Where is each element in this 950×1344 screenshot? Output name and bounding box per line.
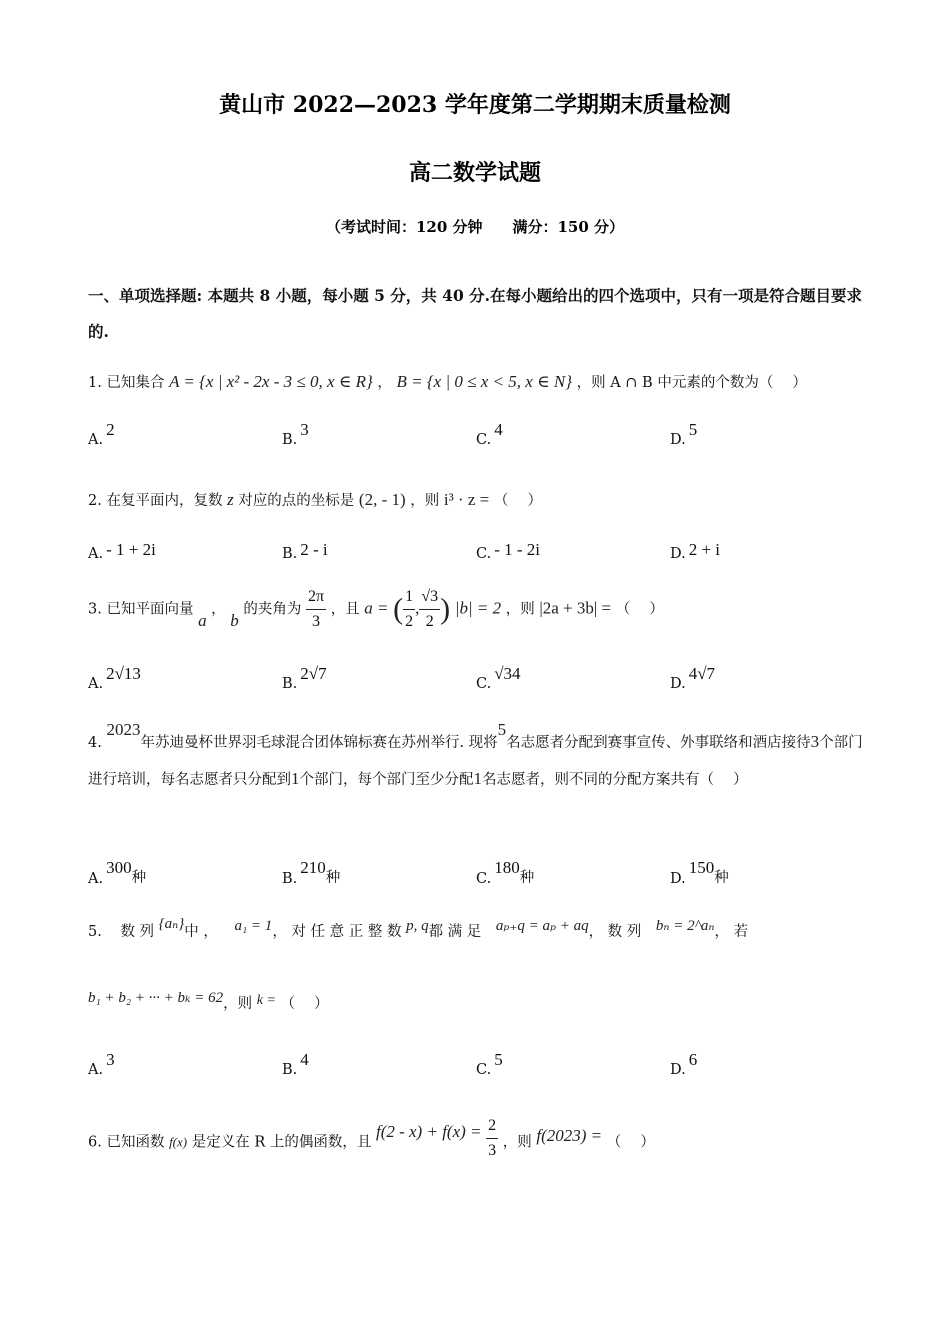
q5-end: （ ） <box>280 996 329 1012</box>
question-5-line-2 <box>88 992 868 1017</box>
q1-option-a[interactable] <box>88 420 115 448</box>
q3-sep: ， <box>211 601 226 618</box>
option-label: D. <box>670 676 686 692</box>
q3-angle-fraction <box>306 585 326 634</box>
q2-middle: 对应的点的坐标是 <box>238 493 355 509</box>
q4-option-b[interactable] <box>282 858 341 887</box>
q5-word-2: 中 ， <box>184 924 218 940</box>
q6-middle: 是定义在 R 上的偶函数，且 <box>191 1134 372 1151</box>
q5-word-1: 数 列 <box>120 924 155 940</box>
q2-suffix: ，则 <box>410 493 440 509</box>
q2-point: (2, - 1) <box>358 490 406 509</box>
option-value: 180 <box>494 858 520 877</box>
option-value: 4√7 <box>688 664 716 683</box>
q3-and: ，且 <box>330 601 360 618</box>
fraction-denominator: 2 <box>425 613 434 630</box>
q4-number: 4. <box>88 735 102 751</box>
q4-option-c[interactable] <box>476 858 535 887</box>
option-value: - 1 + 2i <box>106 540 156 559</box>
q3-ax-fraction <box>403 585 415 634</box>
q5-sum: b₁ + b₂ + ··· + bₖ = 62 <box>88 990 224 1006</box>
option-label: A. <box>88 871 104 887</box>
option-value: 3 <box>300 420 309 439</box>
q2-option-c[interactable] <box>476 542 540 562</box>
option-value: 2 + i <box>688 540 721 559</box>
q4-text-5: 名志愿者，则不同的分配方案共有（ ） <box>482 772 748 788</box>
option-value: 2 - i <box>300 540 328 559</box>
section-heading: 一、单项选择题: 本题共 8 小题，每小题 5 分，共 40 分.在每小题给出的四个选项中，只有一项是符合题目要求的. <box>88 286 863 341</box>
option-value: √34 <box>494 664 521 683</box>
option-value: 4 <box>300 1050 309 1069</box>
q3-option-a[interactable] <box>88 664 141 692</box>
q2-end: （ ） <box>493 493 542 509</box>
q4-year: 2023 <box>106 720 141 739</box>
q5-relation: aₚ₊q = aₚ + aq <box>495 918 589 934</box>
q6-end: （ ） <box>606 1134 655 1151</box>
option-unit: 种 <box>325 870 341 886</box>
fraction-denominator: 3 <box>488 1142 497 1159</box>
q5-option-d[interactable] <box>670 1050 698 1078</box>
option-value: 6 <box>688 1050 698 1069</box>
option-label: A. <box>88 432 104 448</box>
fraction-numerator: 2 <box>486 1114 498 1139</box>
option-value: 2√13 <box>106 664 141 683</box>
option-label: D. <box>670 1062 686 1078</box>
q1-separator: ， <box>377 375 392 391</box>
option-label: B. <box>282 432 298 448</box>
option-label: B. <box>282 676 298 692</box>
option-unit: 种 <box>131 870 147 886</box>
q1-set-b: B = {x | 0 ≤ x < 5, x ∈ N} <box>396 372 572 391</box>
q5-word-4: 都 满 足 <box>428 924 482 940</box>
q4-n1b: 1 <box>473 769 482 788</box>
fraction-numerator: 1 <box>403 585 415 610</box>
option-label: C. <box>476 1062 492 1078</box>
q6-equation: f(2 - x) + f(x) = <box>375 1121 482 1141</box>
q4-n3: 3 <box>810 732 820 751</box>
q5-word-6: ， 若 <box>714 924 749 940</box>
option-value: 5 <box>688 420 698 439</box>
question-2 <box>88 488 868 513</box>
q6-fx: f(x) <box>169 1134 188 1150</box>
q4-text-4: 个部门，每个部门至少分配 <box>299 772 474 788</box>
q2-prefix: 2. 在复平面内，复数 <box>88 493 223 509</box>
option-label: B. <box>282 546 298 562</box>
option-label: B. <box>282 1062 298 1078</box>
right-paren: ) <box>440 592 451 626</box>
exam-title: 黄山市 2022—2023 学年度第二学期期末质量检测 <box>219 92 731 118</box>
q4-text-3: 个部门进行培训，每名志愿者只分配到 <box>88 735 863 788</box>
q4-option-a[interactable] <box>88 858 147 887</box>
q3-option-c[interactable] <box>476 664 521 692</box>
q4-text-2: 名志愿者分配到赛事宣传、外事联络和酒店接待 <box>506 735 811 751</box>
q1-option-b[interactable] <box>282 420 309 448</box>
option-label: D. <box>670 871 686 887</box>
q3-angle-text: 的夹角为 <box>243 601 302 618</box>
q5-then: ，则 <box>223 996 253 1012</box>
q2-option-a[interactable] <box>88 542 156 562</box>
q4-n1a: 1 <box>291 769 300 788</box>
q5-k: k = <box>256 993 276 1008</box>
q3-a-vector-label: a = <box>364 598 389 618</box>
q1-option-d[interactable] <box>670 420 698 448</box>
option-label: A. <box>88 546 104 562</box>
q6-ask: f(2023) = <box>536 1125 603 1145</box>
q5-bn: bₙ = 2^aₙ <box>655 918 715 934</box>
option-unit: 种 <box>519 870 535 886</box>
q2-option-d[interactable] <box>670 542 720 562</box>
fraction-denominator: 3 <box>312 613 321 630</box>
q5-option-a[interactable] <box>88 1050 115 1078</box>
q3-prefix: 3. 已知平面向量 <box>88 601 194 618</box>
option-label: B. <box>282 871 298 887</box>
question-5 <box>88 916 868 944</box>
fraction-numerator: √3 <box>419 585 440 610</box>
q1-option-c[interactable] <box>476 420 503 448</box>
q4-n5: 5 <box>497 720 507 739</box>
q4-option-d[interactable] <box>670 858 729 887</box>
q3-then: ，则 <box>505 601 535 618</box>
q3-b-norm: |b| = 2 <box>454 598 502 618</box>
q6-then: ，则 <box>502 1134 532 1151</box>
q5-number: 5. <box>88 924 102 940</box>
q3-option-b[interactable] <box>282 664 327 692</box>
q4-text-1: 年苏迪曼杯世界羽毛球混合团体锦标赛在苏州举行. 现将 <box>140 735 498 751</box>
q2-z: z <box>227 490 234 509</box>
option-label: C. <box>476 676 492 692</box>
q3-option-d[interactable] <box>670 664 716 692</box>
option-label: C. <box>476 546 492 562</box>
question-3 <box>88 585 868 634</box>
option-label: C. <box>476 432 492 448</box>
q3-vector-b: b <box>230 610 239 630</box>
q3-end: （ ） <box>615 601 664 618</box>
question-1 <box>88 370 868 395</box>
q6-prefix: 6. 已知函数 <box>88 1134 165 1151</box>
option-unit: 种 <box>714 870 729 886</box>
q1-suffix: ，则 A ∩ B 中元素的个数为（ ） <box>576 375 807 391</box>
q1-prefix: 1. 已知集合 <box>88 375 165 391</box>
q1-set-a: A = {x | x² - 2x - 3 ≤ 0, x ∈ R} <box>169 372 373 391</box>
option-value: 3 <box>106 1050 115 1069</box>
option-label: D. <box>670 546 686 562</box>
option-value: 2 <box>106 420 115 439</box>
q3-ay-fraction <box>419 585 440 634</box>
option-label: A. <box>88 676 104 692</box>
comma: , <box>415 598 420 618</box>
exam-subtitle: 高二数学试题 <box>408 160 541 186</box>
question-4 <box>88 720 868 798</box>
fraction-numerator: 2π <box>306 585 326 610</box>
q2-option-b[interactable] <box>282 542 328 562</box>
q3-expression: |2a + 3b| = <box>539 598 612 618</box>
q5-word-5: ， 数 列 <box>588 924 642 940</box>
q6-fraction <box>486 1114 498 1163</box>
q3-vector-a: a <box>198 610 207 630</box>
option-label: D. <box>670 432 686 448</box>
option-value: 2√7 <box>300 664 327 683</box>
option-value: 4 <box>494 420 503 439</box>
q5-sequence: {aₙ} <box>158 916 185 932</box>
option-value: 210 <box>300 858 326 877</box>
option-value: 150 <box>688 858 715 877</box>
q5-word-3: ， 对 任 意 正 整 数 <box>272 924 402 940</box>
q5-a1: a₁ = 1 <box>234 918 273 934</box>
q2-expression: i³ · z = <box>443 490 490 509</box>
option-label: C. <box>476 871 492 887</box>
fraction-denominator: 2 <box>405 613 414 630</box>
option-label: A. <box>88 1062 104 1078</box>
option-value: 5 <box>494 1050 503 1069</box>
q5-pq: p, q <box>406 918 429 934</box>
question-6 <box>88 1118 868 1167</box>
option-value: 300 <box>106 858 132 877</box>
q5-option-c[interactable] <box>476 1050 503 1078</box>
option-value: - 1 - 2i <box>494 540 540 559</box>
q5-option-b[interactable] <box>282 1050 309 1078</box>
exam-info: （考试时间：120 分钟 满分：150 分） <box>325 218 625 236</box>
left-paren: ( <box>393 592 404 626</box>
